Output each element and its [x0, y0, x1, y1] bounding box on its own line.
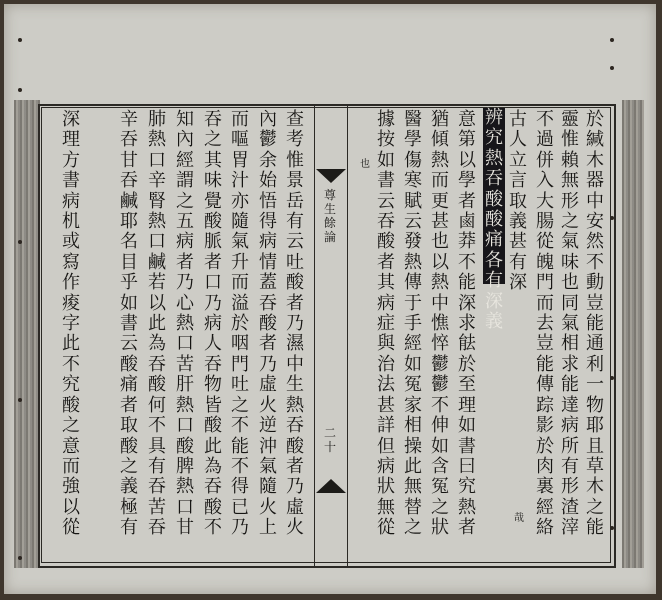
text-column: 深理方書病机或寫作痠字此不究酸之意而強以從: [62, 109, 80, 539]
bleed-through-left: [14, 100, 40, 568]
text-column: 意第以學者鹵莽不能深求䏻於至理如書曰究熱者: [458, 109, 476, 539]
section-heading: 辨究熱吞酸酸痛各有深義: [485, 107, 503, 333]
binding-hole: [18, 398, 22, 402]
binding-hole: [610, 38, 614, 42]
binding-hole: [18, 88, 22, 92]
column-end-mark: 哉: [514, 513, 524, 524]
center-gutter: [314, 104, 348, 566]
margin-mark: 也: [360, 159, 370, 170]
text-column: 內鬱余始悟得病情蓋吞酸者乃虛火逆沖氣隨火上: [259, 109, 277, 539]
text-column: 古人立言取義甚有深: [509, 109, 527, 294]
text-column: 肺熱口辛腎熱口鹹若以此為吞酸何不具有吞苦吞: [148, 109, 166, 539]
text-column: 查考惟景岳有云吐酸者乃濕中生熱吞酸者乃虛火: [286, 109, 304, 539]
text-column: 不過併入大腸從魄門而去豈能傳踪影於肉裏經絡: [536, 109, 554, 539]
text-column: 辛吞甘吞鹹耶名目乎如書云酸痛者取酸之義極有: [120, 109, 138, 539]
text-column: 猶傾熱而更甚也以熱中憔悴鬱鬱不伸如含冤之狀: [431, 109, 449, 539]
binding-hole: [18, 38, 22, 42]
text-column: 醫學傷寒賦云發熱傳于手經如冤家相操此無替之: [404, 109, 422, 539]
binding-hole: [18, 240, 22, 244]
binding-hole: [18, 556, 22, 560]
text-column: 而嘔胃汁亦隨氣升而溢於咽門吐之不能不得已乃: [231, 109, 249, 539]
text-column: 於緘木器中安然不動豈能通利一物耶且草木之能: [586, 109, 604, 539]
fish-tail-mark-top: [315, 168, 347, 186]
fish-tail-mark-bottom: [315, 476, 347, 494]
binding-hole: [610, 66, 614, 70]
gutter-page-number: 二十: [323, 426, 336, 454]
gutter-book-title: 尊生餘論: [323, 188, 336, 244]
bleed-through-right: [622, 100, 644, 568]
text-column: 知內經謂之五病者乃心熱口苦肝熱口酸脾熱口甘: [176, 109, 194, 539]
text-column: 據按如書云吞酸者其病症與治法甚詳但病狀無從: [377, 109, 395, 539]
text-column: 吞之其味覺酸脈者口乃病人吞物皆酸此為吞酸不: [204, 109, 222, 539]
text-column: 靈惟賴無形之氣味也同氣相求能達病所有形渣滓: [561, 109, 579, 539]
